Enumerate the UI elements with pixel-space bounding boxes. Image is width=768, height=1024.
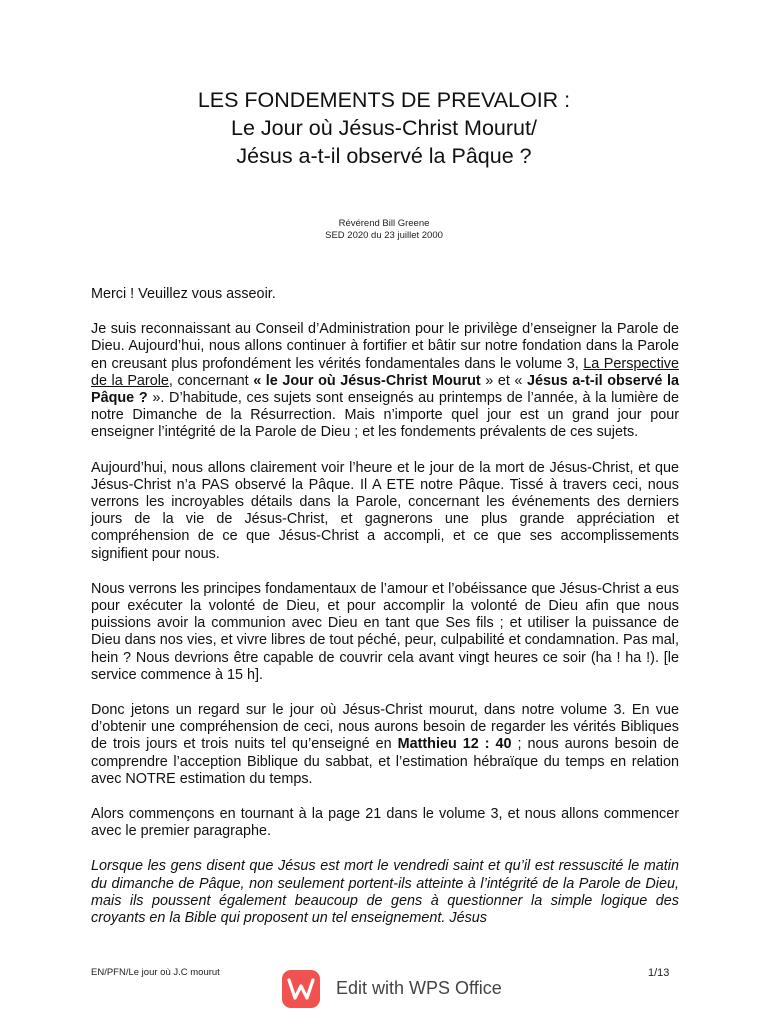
title-line-1: LES FONDEMENTS DE PREVALOIR : [197, 88, 571, 112]
paragraph-5-part-b: ; nous aurons besoin de comprendre l’acception Biblique du sabbat, et l’estimation hébraïque du temps en relation avec NOTRE estimation du temps. [91, 736, 680, 787]
paragraph-5 [91, 702, 679, 788]
paragraph-2-part-b: , concernant [168, 372, 254, 389]
paragraph-3: Aujourd’hui, nous allons clairement voir l’heure et le jour de la mort de Jésus-Christ, et que Jésus-Christ n’a PAS observé la Pâque. Il A ETE notre Pâque. Tissé à travers ceci, nous verrons les incroyables détails dans la Parole, concernant les événements des derniers jours de la vie de Jésus-Christ, et gagnerons une plus grande appréciation et compréhension de ce que Jésus-Christ a accompli, et ce que ses accomplissements signifient pour nous. [91, 459, 679, 562]
document-title [0, 86, 768, 170]
subject-2: Jésus a-t-il observé la Pâque ? [91, 372, 679, 407]
paragraph-2-part-d: ». D’habitude, ces sujets sont enseignés au printemps de l’année, à la lumière de notre Dimanche de la Résurrection. Mais n’importe quel jour est un grand jour pour enseigner l’intégrité de la Parole de Dieu ; et les fondements prévalents de ces sujets. [91, 390, 679, 441]
book-title: La Perspective de la Parole [91, 355, 679, 389]
page-number: 1/13 [648, 967, 670, 979]
wps-logo-icon [282, 970, 320, 1008]
wps-watermark[interactable] [282, 968, 522, 1012]
paragraph-6: Alors commençons en tournant à la page 21 dans le volume 3, et nous allons commencer avec le premier paragraphe. [91, 806, 679, 840]
wps-watermark-text: Edit with WPS Office [336, 978, 502, 998]
title-line-2: Le Jour où Jésus-Christ Mourut/ [231, 116, 537, 140]
title-line-3: Jésus a-t-il observé la Pâque ? [236, 144, 532, 168]
paragraph-2-part-a: Je suis reconnaissant au Conseil d’Administration pour le privilège d’enseigner la Parole de Dieu. Aujourd’hui, nous allons continuer à fortifier et bâtir sur notre fondation dans la Parole en creusant plus profondément les vérités fondamentales dans le volume 3, [91, 321, 679, 372]
event-date: SED 2020 du 23 juillet 2000 [325, 230, 443, 241]
footer-doc-ref: EN/PFN/Le jour où J.C mourut [91, 967, 220, 978]
document-body [91, 286, 679, 945]
subject-1: « le Jour où Jésus-Christ Mourut [253, 372, 481, 389]
author: Révérend Bill Greene [338, 218, 430, 229]
document-meta [0, 218, 768, 242]
paragraph-4: Nous verrons les principes fondamentaux de l’amour et l’obéissance que Jésus-Christ a eus pour exécuter la volonté de Dieu, et pour accomplir la volonté de Dieu afin que nous puissions avoir la communion avec Dieu en tant que Ses fils ; et utiliser la puissance de Dieu dans nos vies, et vivre libres de tout péché, peur, culpabilité et condamnation. Pas mal, hein ? Nous devrions être capable de couvrir cela avant vingt heures ce soir (ha ! ha !). [le service commence à 15 h]. [91, 580, 679, 683]
scripture-reference: Matthieu 12 : 40 [397, 736, 512, 753]
paragraph-5-part-a: Donc jetons un regard sur le jour où Jésus-Christ mourut, dans notre volume 3. En vue d’obtenir une compréhension de ceci, nous aurons besoin de regarder les vérités Bibliques de trois jours et trois nuits tel qu’enseigné en [91, 702, 679, 753]
paragraph-2-part-c: » et « [480, 372, 527, 389]
quoted-paragraph: Lorsque les gens disent que Jésus est mort le vendredi saint et qu’il est ressuscité le matin du dimanche de Pâque, non seulement portent-ils atteinte à l’intégrité de la Parole de Dieu, mais ils poussent également beaucoup de gens à questionner la simple logique des croyants en la Bible qui proposent un tel enseignement. Jésus [91, 858, 679, 927]
paragraph-2 [91, 321, 679, 441]
paragraph-1: Merci ! Veuillez vous asseoir. [91, 286, 276, 302]
